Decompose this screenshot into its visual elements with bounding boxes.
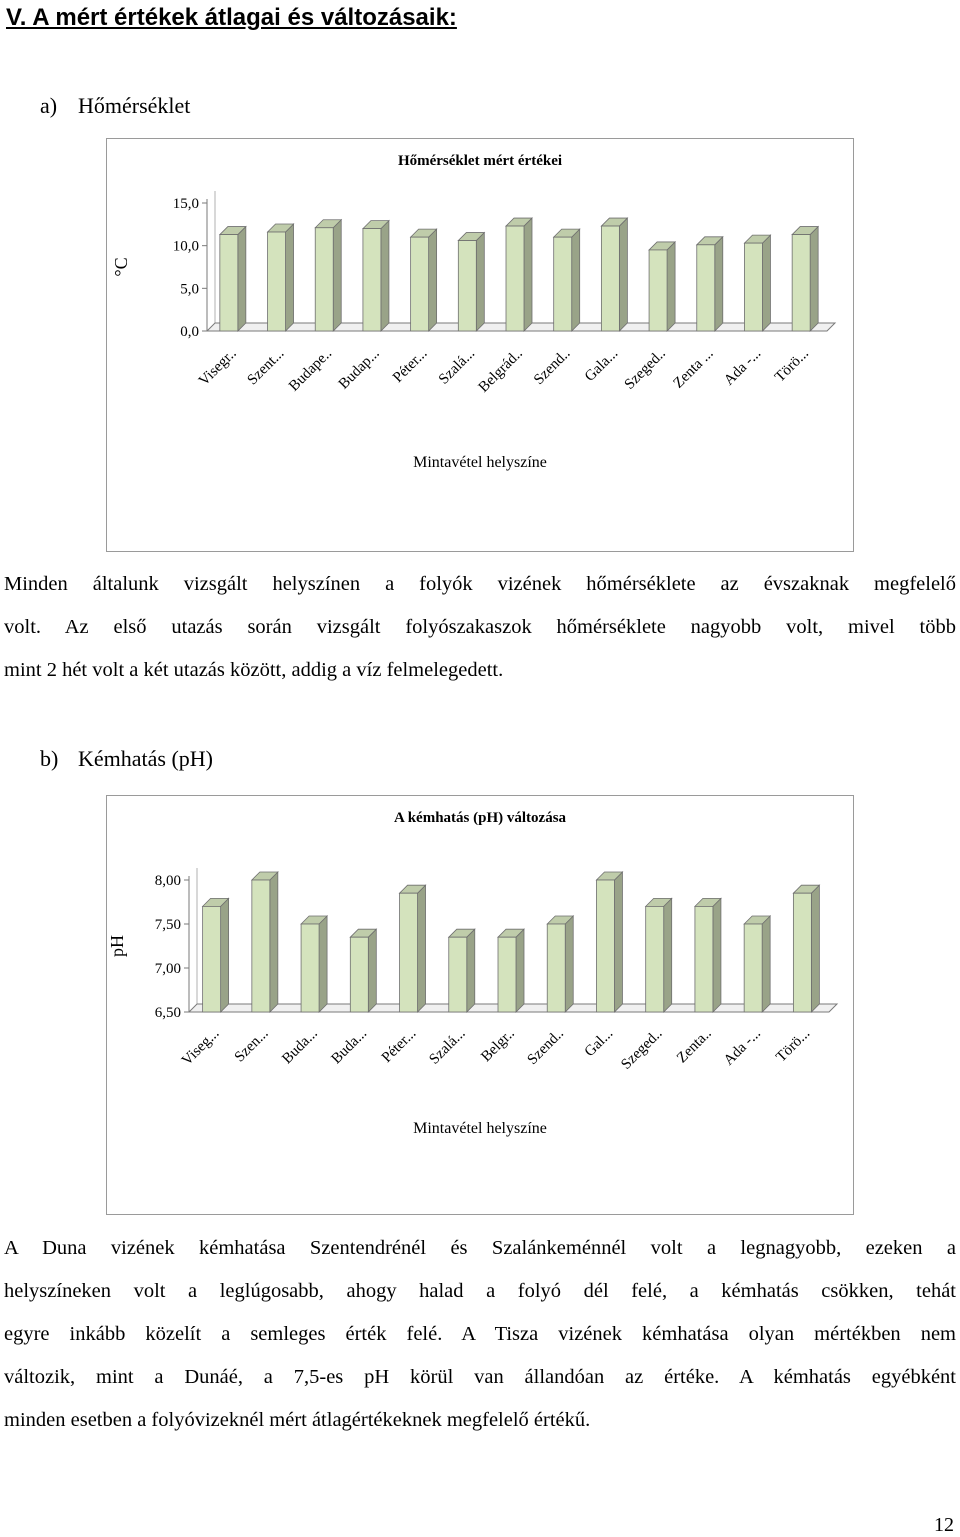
bar-front xyxy=(792,235,810,331)
bar-front xyxy=(350,937,368,1012)
bar-side xyxy=(368,929,376,1012)
ph-chart-svg xyxy=(107,796,853,1214)
bar-side xyxy=(565,916,573,1012)
bar-side xyxy=(270,872,278,1012)
y-axis-label: pH xyxy=(107,935,127,957)
paragraph-line: A Duna vizének kémhatása Szentendrénél és Szalánkeménnél volt a legnagyobb, ezeken a xyxy=(4,1237,956,1259)
subsection-b-number: b) xyxy=(40,746,59,771)
paragraph-line: minden esetben a folyóvizeknél mért átlagértékeknek megfelelő értékű. xyxy=(4,1409,591,1431)
bar xyxy=(252,872,278,1012)
chart-title: Hőmérséklet mért értékei xyxy=(397,153,563,169)
x-tick-label: Budape.. xyxy=(286,345,336,395)
bar xyxy=(547,916,573,1012)
x-tick-label: Zenta.. xyxy=(673,1025,715,1067)
x-tick-label: Zenta ... xyxy=(670,345,717,392)
x-tick-label: Belgr.. xyxy=(478,1025,518,1066)
bar-side xyxy=(713,898,721,1012)
bar xyxy=(697,237,723,331)
bar xyxy=(695,898,721,1012)
y-tick-label: 8,00 xyxy=(154,873,181,889)
y-tick-label: 6,50 xyxy=(154,1005,181,1021)
y-axis-label: °C xyxy=(111,257,131,277)
x-tick-label: Szeged.. xyxy=(621,345,669,393)
x-tick-label: Ada -... xyxy=(721,345,765,389)
x-tick-label: Buda... xyxy=(279,1025,321,1068)
x-axis-label: Mintavétel helyszíne xyxy=(413,1120,547,1137)
bar xyxy=(268,224,294,331)
x-tick-label: Budap... xyxy=(335,345,383,393)
bar xyxy=(646,898,672,1012)
bar xyxy=(220,227,246,331)
bar-front xyxy=(315,228,333,331)
x-axis-label: Mintavétel helyszíne xyxy=(413,454,547,471)
x-tick-label: Gal... xyxy=(581,1025,617,1061)
bar-front xyxy=(506,226,524,331)
bar-side xyxy=(476,233,484,331)
bar-side xyxy=(762,235,770,331)
x-tick-label: Ada -... xyxy=(720,1025,764,1069)
bar-side xyxy=(572,229,580,331)
bar-side xyxy=(319,916,327,1012)
bar-front xyxy=(649,250,667,331)
ph-chart xyxy=(106,795,854,1215)
x-tick-label: Viseg... xyxy=(179,1025,223,1069)
bar-side xyxy=(619,218,627,331)
y-tick-label: 7,00 xyxy=(154,961,181,977)
x-tick-label: Szend.. xyxy=(524,1025,568,1069)
bar xyxy=(363,221,389,331)
bar-front xyxy=(596,880,614,1012)
bar xyxy=(744,235,770,331)
x-tick-label: Szent... xyxy=(244,345,288,389)
y-tick-label: 0,0 xyxy=(180,324,199,340)
bar xyxy=(458,233,484,331)
bar-front xyxy=(744,243,762,331)
bar-side xyxy=(516,929,524,1012)
bar-side xyxy=(811,885,819,1012)
section-heading: V. A mért értékek átlagai és változásaik: xyxy=(6,4,457,31)
bar-front xyxy=(363,229,381,331)
subsection-a-title: Hőmérséklet xyxy=(78,93,191,118)
x-tick-label: Belgrád.. xyxy=(475,345,526,396)
bar-front xyxy=(793,893,811,1012)
bar xyxy=(449,929,475,1012)
bar-side xyxy=(810,227,818,331)
bar-side xyxy=(381,221,389,331)
bar xyxy=(315,220,341,331)
x-tick-label: Buda... xyxy=(328,1025,371,1068)
paragraph-line: helyszíneken volt a leglúgosabb, ahogy halad a folyó dél felé, a kémhatás csökken, tehát xyxy=(4,1280,956,1302)
bar-front xyxy=(498,937,516,1012)
bar xyxy=(350,929,376,1012)
bar-front xyxy=(268,232,286,331)
bar-side xyxy=(429,229,437,331)
bar-front xyxy=(400,893,418,1012)
bar-front xyxy=(695,906,713,1012)
bar xyxy=(744,916,770,1012)
bar-side xyxy=(221,898,229,1012)
x-tick-label: Szalá... xyxy=(426,1025,469,1068)
temperature-chart xyxy=(106,138,854,552)
bar xyxy=(498,929,524,1012)
bar-front xyxy=(646,906,664,1012)
bar-front xyxy=(411,237,429,331)
bar-front xyxy=(547,924,565,1012)
paragraph-ph xyxy=(4,1227,956,1442)
bar-side xyxy=(762,916,770,1012)
bar-side xyxy=(715,237,723,331)
x-tick-label: Péter... xyxy=(378,1025,420,1066)
bar xyxy=(649,242,675,331)
bar-front xyxy=(554,237,572,331)
bar xyxy=(601,218,627,331)
bar-side xyxy=(664,898,672,1012)
paragraph-line: Minden általunk vizsgált helyszínen a folyók vizének hőmérséklete az évszaknak megfelelő xyxy=(4,573,956,595)
subsection-a xyxy=(40,92,190,120)
paragraph-line: változik, mint a Dunáé, a 7,5-es pH körül van állandóan az értéke. A kémhatás egyébként xyxy=(4,1366,956,1388)
x-tick-label: Gala... xyxy=(581,345,622,385)
x-tick-label: Törö... xyxy=(773,1025,814,1066)
subsection-b xyxy=(40,745,213,773)
bar xyxy=(301,916,327,1012)
x-tick-label: Szalá... xyxy=(435,345,479,388)
bar-side xyxy=(333,220,341,331)
y-tick-label: 5,0 xyxy=(180,281,199,298)
paragraph-line: egyre inkább közelít a semleges érték felé. A Tisza vizének kémhatása olyan mértékben nem xyxy=(4,1323,956,1345)
bar xyxy=(554,229,580,331)
bar-front xyxy=(220,235,238,331)
x-tick-label: Törö... xyxy=(772,345,812,386)
bar xyxy=(506,218,532,331)
bar xyxy=(792,227,818,331)
y-tick-label: 15,0 xyxy=(172,196,199,212)
y-tick-label: 7,50 xyxy=(154,917,181,933)
bar-front xyxy=(203,906,221,1012)
bar-side xyxy=(238,227,246,331)
bar-side xyxy=(667,242,675,331)
bar xyxy=(203,898,229,1012)
page-number: 12 xyxy=(934,1514,954,1536)
x-tick-label: Szend.. xyxy=(530,345,574,389)
x-tick-label: Szen... xyxy=(231,1025,272,1066)
bar-front xyxy=(458,241,476,331)
bar xyxy=(411,229,437,331)
x-tick-label: Visegr.. xyxy=(195,345,240,390)
paragraph-temperature xyxy=(4,563,956,692)
x-tick-label: Szeged.. xyxy=(618,1025,666,1073)
bar xyxy=(596,872,622,1012)
bar-side xyxy=(524,218,532,331)
bar-side xyxy=(467,929,475,1012)
bar xyxy=(793,885,819,1012)
bar-side xyxy=(286,224,294,331)
temperature-chart-svg xyxy=(107,139,853,551)
bar-side xyxy=(614,872,622,1012)
bar-front xyxy=(252,880,270,1012)
y-tick-label: 10,0 xyxy=(172,238,199,255)
bar-front xyxy=(449,937,467,1012)
subsection-a-number: a) xyxy=(40,93,58,118)
bar xyxy=(400,885,426,1012)
paragraph-line: volt. Az első utazás során vizsgált folyószakaszok hőmérséklete nagyobb volt, mivel több xyxy=(4,616,956,638)
bar-side xyxy=(418,885,426,1012)
bar-front xyxy=(601,226,619,331)
paragraph-line: mint 2 hét volt a két utazás között, addig a víz felmelegedett. xyxy=(4,659,504,681)
bar-front xyxy=(697,245,715,331)
subsection-b-title: Kémhatás (pH) xyxy=(78,746,214,771)
bar-front xyxy=(744,924,762,1012)
bar-front xyxy=(301,924,319,1012)
chart-title: A kémhatás (pH) változása xyxy=(393,810,567,826)
x-tick-label: Péter... xyxy=(389,345,431,386)
